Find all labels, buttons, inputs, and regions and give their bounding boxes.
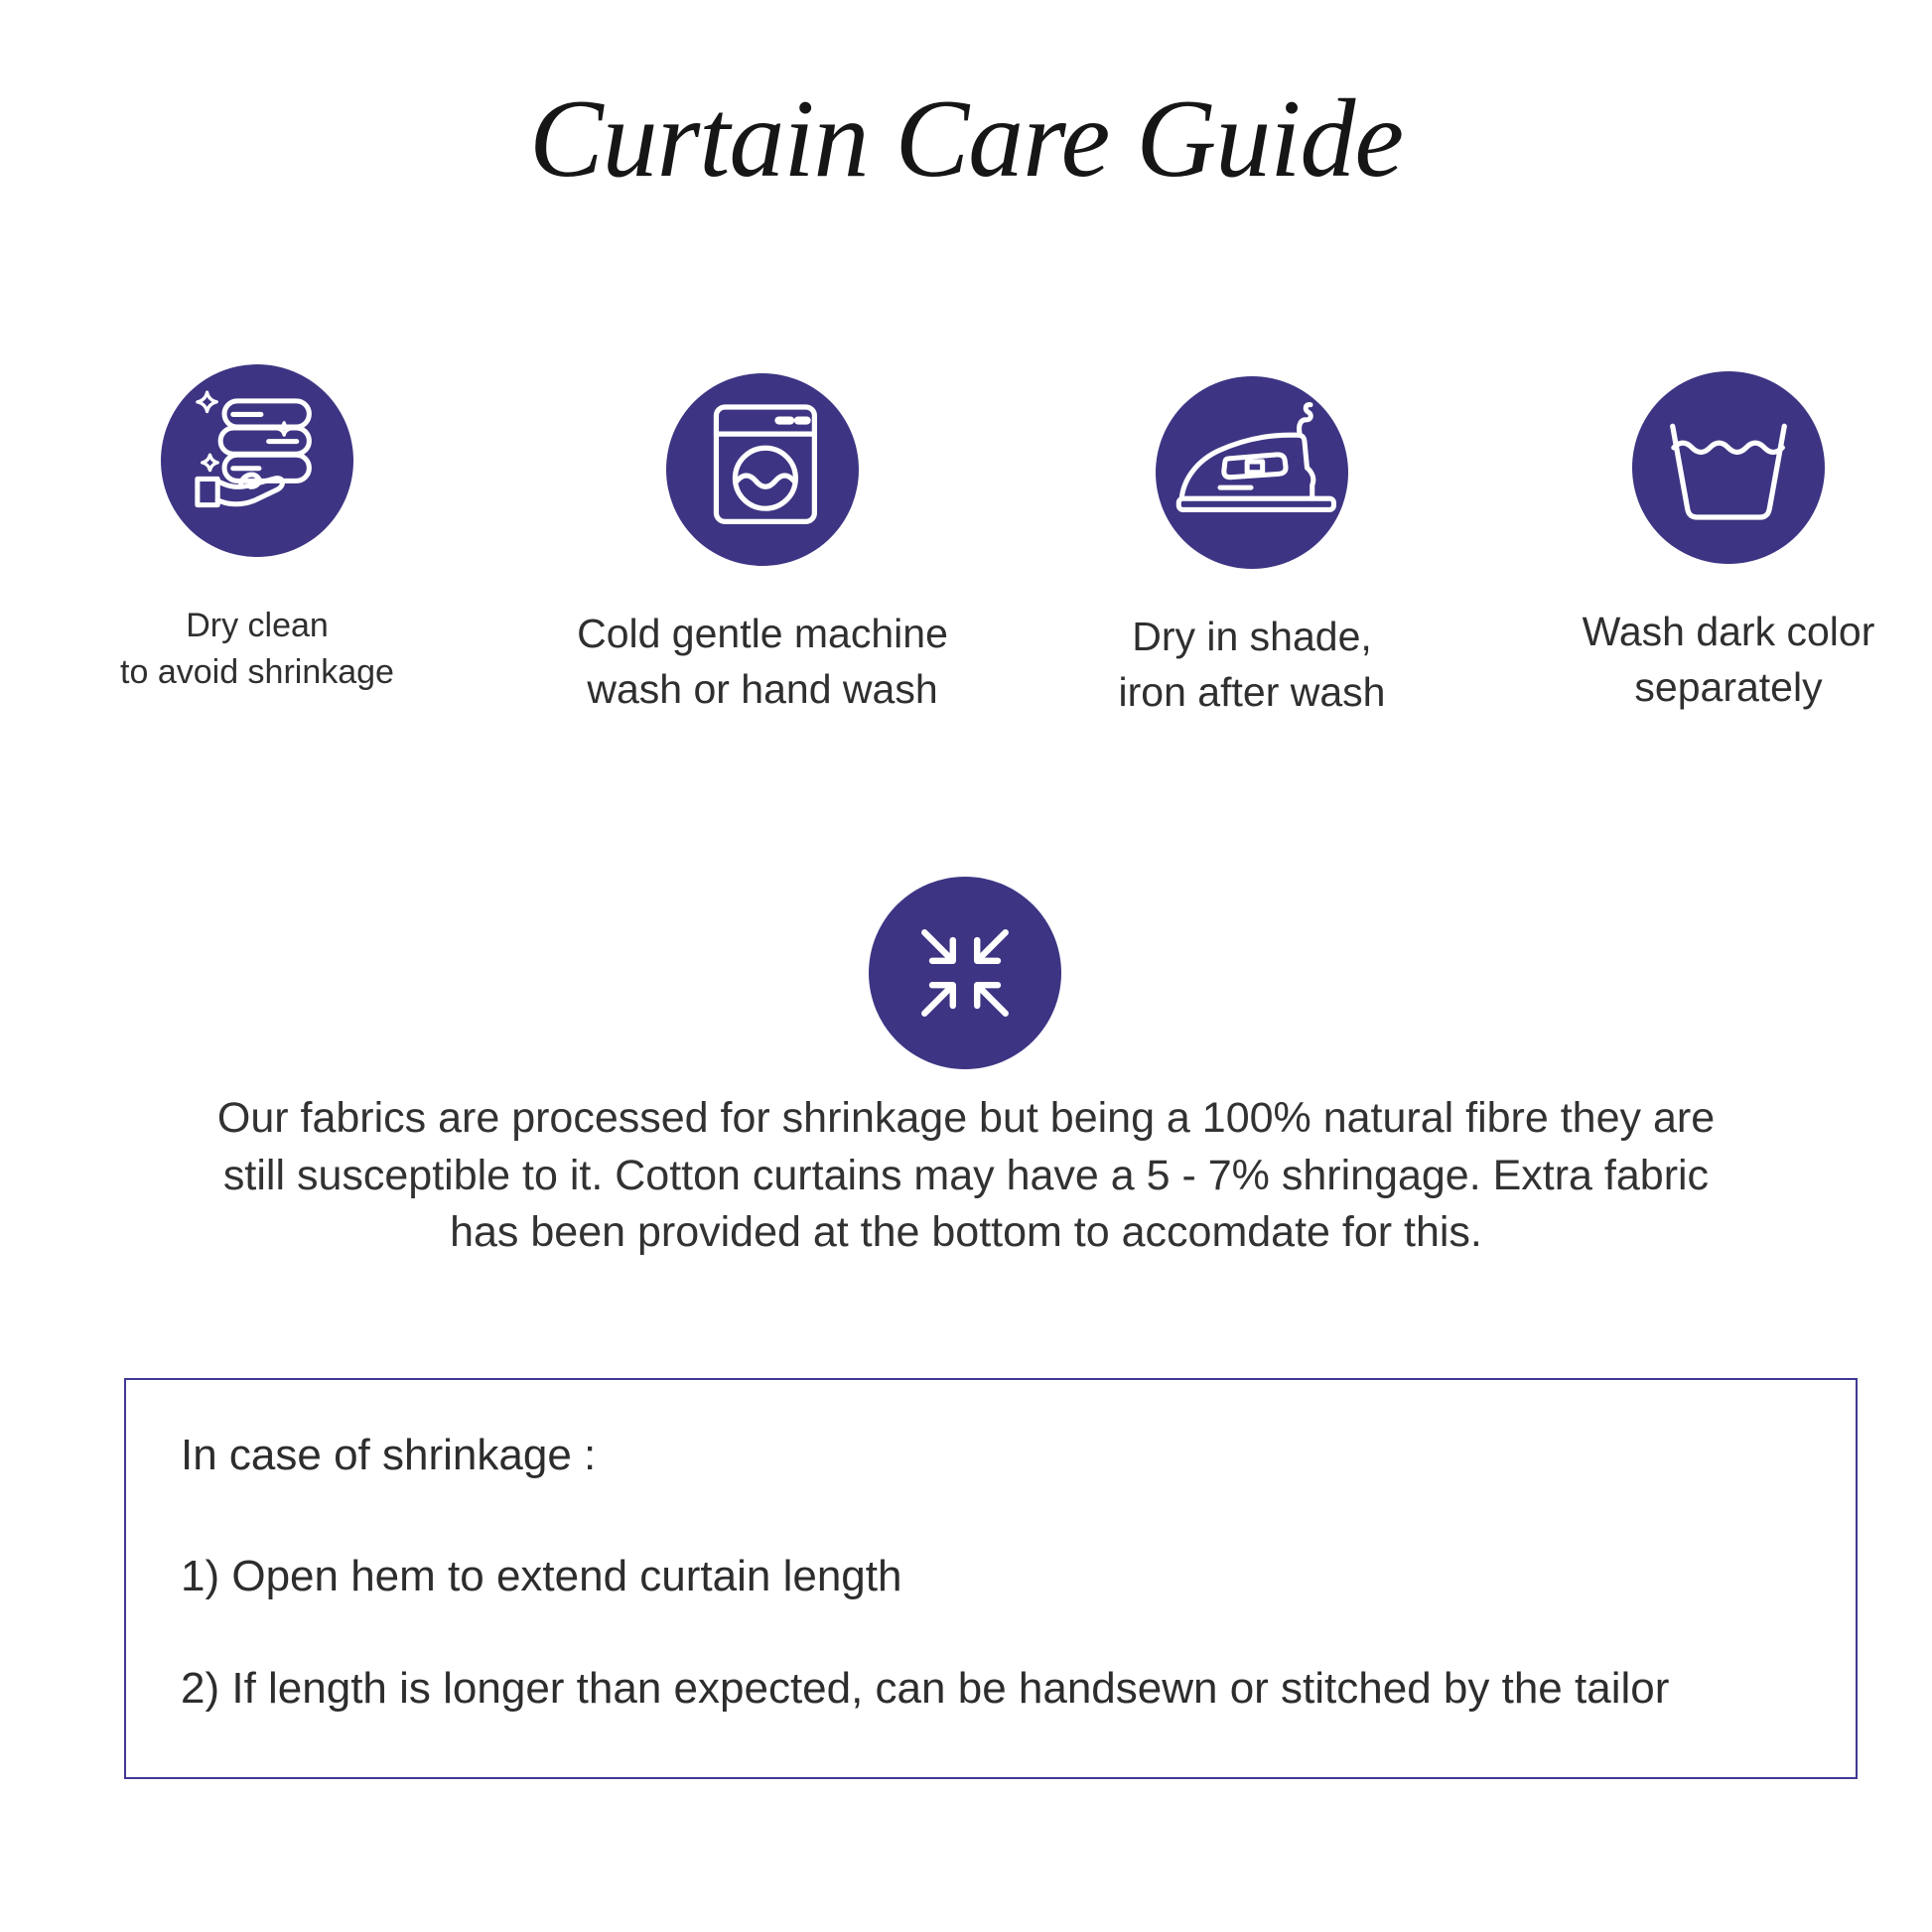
paragraph-line: has been provided at the bottom to accomdate for this. — [450, 1208, 1482, 1256]
paragraph-line: Our fabrics are processed for shrinkage but being a 100% natural fibre they are — [216, 1094, 1716, 1142]
shrink-icon-circle — [869, 877, 1061, 1069]
paragraph-line: still susceptible to it. Cotton curtains may have a 5 - 7% shringage. Extra fabric — [222, 1151, 1710, 1199]
wash-basin-icon — [1632, 371, 1825, 564]
dry-clean-hand-icon — [161, 364, 353, 557]
shrinkage-box-heading: In case of shrinkage : — [181, 1431, 597, 1479]
care-item-dry-clean — [19, 364, 495, 696]
care-label-line: Wash dark color — [1582, 609, 1875, 654]
dry-clean-icon-circle — [161, 364, 353, 557]
care-label-wash-dark — [1490, 604, 1932, 715]
shrinkage-box-item: 1) Open hem to extend curtain length — [181, 1552, 902, 1600]
shrinkage-instructions-box — [124, 1378, 1858, 1779]
care-label-line: separately — [1634, 664, 1823, 710]
iron-icon-circle — [1156, 376, 1348, 569]
iron-icon — [1156, 376, 1348, 569]
care-label-line: Dry in shade, — [1132, 614, 1372, 659]
washing-machine-icon — [666, 373, 859, 566]
page-title: Curtain Care Guide — [528, 77, 1404, 201]
care-item-machine-wash — [524, 373, 1001, 717]
shrinkage-box-item: 2) If length is longer than expected, can be handsewn or stitched by the tailor — [181, 1664, 1670, 1713]
care-label-line: Cold gentle machine — [577, 611, 948, 656]
care-label-line: Dry clean — [186, 607, 329, 644]
wash-basin-icon-circle — [1632, 371, 1825, 564]
shrinkage-paragraph — [0, 1090, 1932, 1262]
care-label-line: iron after wash — [1118, 669, 1386, 715]
care-item-iron — [1014, 376, 1490, 720]
machine-wash-icon-circle — [666, 373, 859, 566]
care-label-iron — [1014, 609, 1490, 720]
care-label-line: wash or hand wash — [587, 666, 938, 712]
care-label-dry-clean — [19, 603, 495, 696]
care-label-line: to avoid shrinkage — [120, 653, 394, 691]
shrink-arrows-icon — [869, 877, 1061, 1069]
care-item-wash-dark — [1490, 371, 1932, 715]
care-label-machine-wash — [524, 606, 1001, 717]
sparkle-icons — [198, 392, 291, 471]
